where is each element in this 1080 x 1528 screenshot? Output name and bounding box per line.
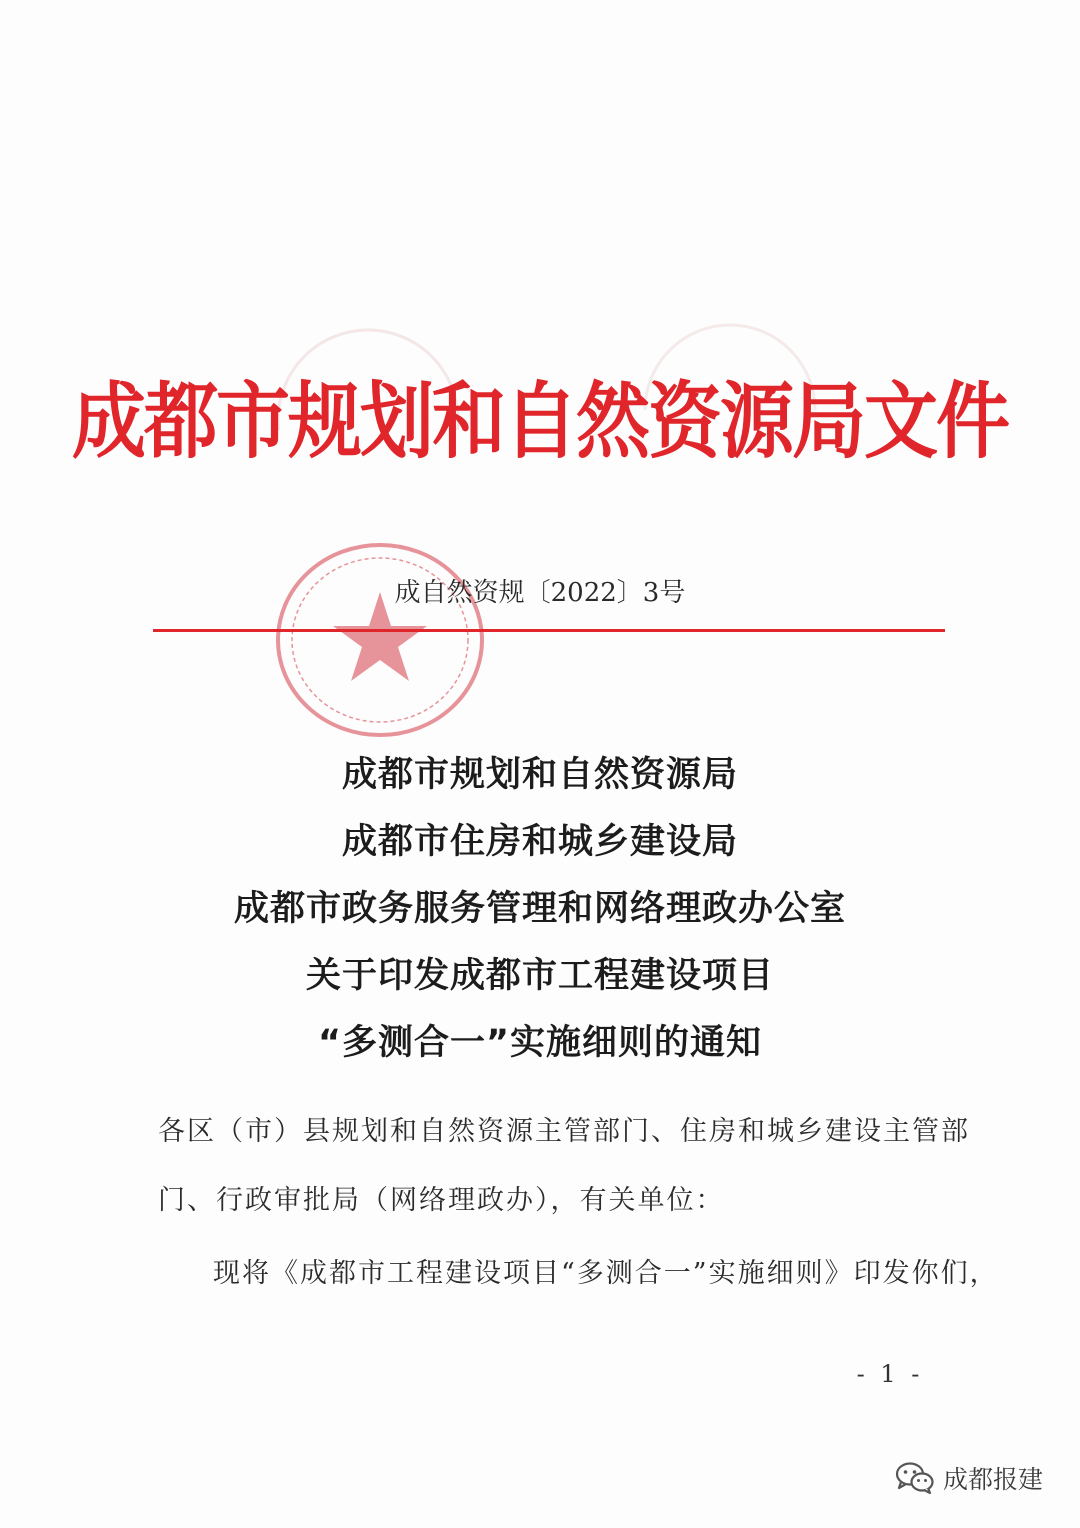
addressee-line: 各区（市）县规划和自然资源主管部门、住房和城乡建设主管部 xyxy=(158,1116,970,1147)
page-number: - 1 - xyxy=(856,1360,924,1388)
subject-line: 成都市规划和自然资源局 xyxy=(341,755,738,795)
watermark-text: 成都报建 xyxy=(943,1465,1044,1494)
body-paragraph: 现将《成都市工程建设项目“多测合一”实施细则》印发你们， xyxy=(213,1258,999,1289)
issuing-authority-title: 成都市规划和自然资源局文件 xyxy=(72,373,1008,471)
addressee-line: 门、行政审批局（网络理政办），有关单位： xyxy=(158,1185,725,1216)
subject-line: 关于印发成都市工程建设项目 xyxy=(305,956,774,996)
subject-line: “多测合一”实施细则的通知 xyxy=(317,1023,762,1063)
document-number: 成自然资规〔2022〕3号 xyxy=(394,578,686,608)
account-watermark xyxy=(895,1460,1043,1496)
subject-line: 成都市住房和城乡建设局 xyxy=(341,822,738,862)
subject-line: 成都市政务服务管理和网络理政办公室 xyxy=(233,889,846,929)
official-seal-stamp xyxy=(270,540,490,740)
document-subject xyxy=(0,742,1080,1077)
wechat-icon xyxy=(895,1461,935,1495)
red-divider-line xyxy=(153,629,945,632)
